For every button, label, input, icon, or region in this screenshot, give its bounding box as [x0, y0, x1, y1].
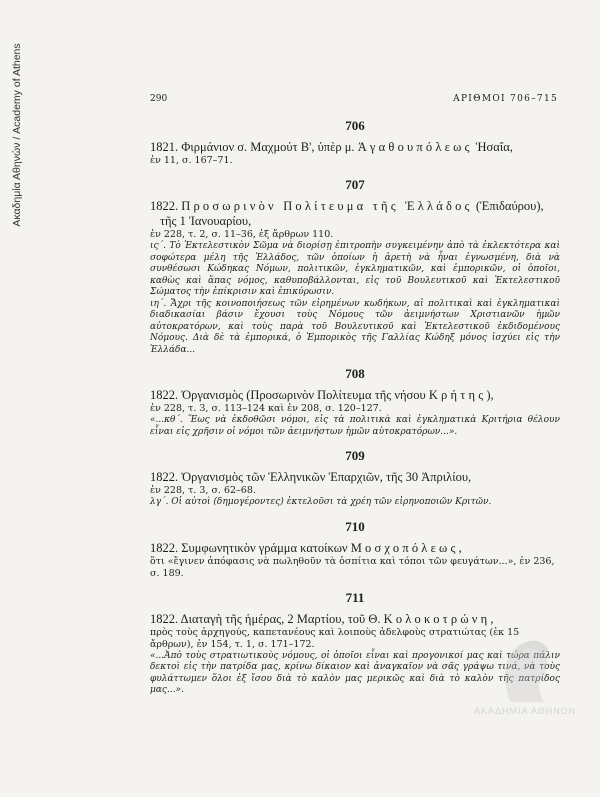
entry-number: 711: [345, 589, 365, 605]
entry-709: [150, 448, 560, 509]
heading-text: 1822. Ὀργανισμὸς (Προσωρινὸν Πολίτευμα τῆς νήσου: [150, 388, 429, 402]
entry-quote: ιη΄. Ἄχρι τῆς κοινοποιήσεως τῶν εἰρημένων κωδήκων, αἱ πολιτικαὶ καὶ ἐγκληματικαὶ διαδικασίαι βάσιν ἔχουσι τοὺς Νόμους τῶν ἀειμνήστων Χριστιανῶν ἡμῶν αὐτοκρατόρων, καὶ τοὺς παρὰ τοῦ Βουλευτικοῦ καὶ Ἐκτελεστικοῦ ἐκδιδομένους Νόμους. Διὰ δὲ τὰ ἐμπορικά, ὁ Ἐμπορικὸς τῆς Γαλλίας Κώδηξ μόνος ἰσχύει εἰς τὴν Ἑλλάδα...: [150, 298, 560, 355]
heading-text-end: ,: [458, 540, 462, 555]
heading-text-end: ,: [490, 611, 494, 626]
heading-text: 1822. Συμφωνητικὸν γράμμα κατοίκων: [150, 540, 351, 555]
entry-708: [150, 366, 560, 438]
heading-text: 1822. Ὀργανισμὸς τῶν Ἑλληνικῶν Ἐπαρχιῶν, τῆς 30 Ἀπριλίου,: [150, 470, 472, 484]
entry-quote: λγ΄. Οἱ αὐτοὶ (δημογέροντες) ἐκτελοῦσι τὰ χρέη τῶν εἰρηνοποιῶν Κριτῶν.: [150, 497, 492, 507]
heading-spaced-name: Ἀγαθουπόλεως: [357, 140, 473, 154]
entry-heading: [150, 388, 560, 403]
entry-reference: ἐν 228, τ. 3, σ. 62–68.: [150, 485, 256, 496]
entry-heading: [150, 140, 560, 155]
side-label-text: Ακαδημία Αθηνών / Academy of Athens: [11, 43, 23, 227]
entry-heading: [150, 199, 560, 229]
entry-quote: «...Ἀπὸ τοὺς στρατιωτικοὺς νόμους, οἱ ὁποῖοι εἶναι καὶ προγονικοί μας καὶ τώρα πάλιν δεκτοὶ εἰς τὴν πατρίδα μας, κρίνω δίκαιον καὶ ἀναγκαῖον νὰ σᾶς γράψω τινά, νὰ τοὺς φυλάττωμεν ὅλοι ἐξ ἴσου διὰ τὸ καλὸν μας μερικῶς καὶ διὰ τὸ καλὸν τῆς πατρίδος μας...».: [150, 650, 560, 695]
heading-spaced-name: Μοσχοπόλεως: [350, 540, 459, 555]
entry-heading: [150, 470, 560, 485]
entry-number: 707: [345, 177, 365, 192]
entry-707: [150, 177, 560, 356]
entry-heading: [150, 541, 560, 556]
entry-710: [150, 519, 560, 580]
athena-head-icon: [494, 632, 552, 704]
heading-text-end: Ἡσαΐα,: [472, 140, 513, 154]
entry-quote: «...κθ΄. Ἕως νὰ ἐκδοθῶσι νόμοι, εἰς τὰ πολιτικὰ καὶ ἐγκληματικὰ Κριτήρια θέλουν εἶναι εἰς χρῆσιν οἱ νόμοι τῶν ἀειμνήστων ἡμῶν αὐτοκρατόρων...».: [150, 415, 560, 437]
entry-reference: ὅτι «ἔγινεν ἀπόφασις νὰ πωληθοῦν τὰ ὁσπίτια καὶ τόποι τῶν φευγάτων...», ἐν 236, σ. 189.: [150, 555, 555, 579]
entry-number: 708: [345, 366, 365, 381]
heading-text: 1821. Φιρμάνιον σ. Μαχμούτ Β', ὑπὲρ μ.: [150, 140, 358, 154]
watermark-text: ΑΚΑΔΗΜΙΑ ΑΘΗΝΩΝ: [473, 706, 577, 716]
side-label: [8, 30, 26, 240]
entry-quote: ις΄. Τὸ Ἐκτελεστικὸν Σῶμα νὰ διορίσῃ ἐπιτροπὴν συγκειμένην ἀπὸ τὰ ἐκλεκτότερα καὶ σοφώτερα μέλη τῆς Ἑλλάδος, τῶν ὁποίων ἡ ἀρετὴ νὰ ἦναι ἐγνωσμένη, διὰ νὰ συνθέσωσι Κώδηκας Νόμων, πολιτικῶν, ἐγκληματικῶν, καὶ ἐμπορικῶν, οἱ ὁποῖοι, καθὼς καὶ ἅπας νόμος, καθυποβάλλονται, εἰς τοῦ Βουλευτικοῦ καὶ Ἐκτελεστικοῦ Σώματος τὴν ἐπίκρισιν καὶ ἐπικύρωσιν.: [150, 241, 560, 297]
entry-number: 710: [345, 518, 365, 534]
entry-number: 709: [345, 448, 365, 463]
entry-number: 706: [345, 118, 365, 133]
entry-reference: πρὸς τοὺς ἀρχηγούς, καπετανέους καὶ λοιποὺς ἀδελφοὺς στρατιώτας (ἐκ 15 ἄρθρων), ἐν 154, τ. 1, σ. 171–172.: [150, 626, 520, 650]
heading-text: 1822. Διαταγὴ τῆς ἡμέρας, 2 Μαρτίου, τοῦ Θ.: [150, 611, 384, 626]
running-head: ΑΡΙΘΜΟΙ 706–715: [453, 94, 558, 104]
page-content: [150, 118, 560, 707]
heading-spaced-name: Κολοκοτρώνη: [383, 611, 491, 626]
heading-text-end: ),: [486, 388, 494, 402]
entry-heading: [150, 612, 560, 627]
heading-spaced-name: Κρήτης: [428, 388, 487, 402]
entry-reference: ἐν 11, σ. 167–71.: [150, 155, 233, 166]
heading-text: 1822.: [150, 199, 182, 213]
academy-watermark: [470, 632, 580, 727]
entry-reference: ἐν 228, τ. 2, σ. 11–36, ἐξ ἄρθρων 110.: [150, 229, 334, 240]
entry-706: [150, 118, 560, 167]
heading-spaced-name: Προσωρινὸν Πολίτευμα τῆς Ἑλλάδος: [181, 199, 473, 213]
heading-text-end: (Ἐπιδαύρου), τῆς 1 Ἰανουαρίου,: [160, 199, 544, 228]
entry-reference: ἐν 228, τ. 3, σ. 113–124 καὶ ἐν 208, σ. 120–127.: [150, 403, 382, 414]
page-number: 290: [150, 94, 168, 104]
